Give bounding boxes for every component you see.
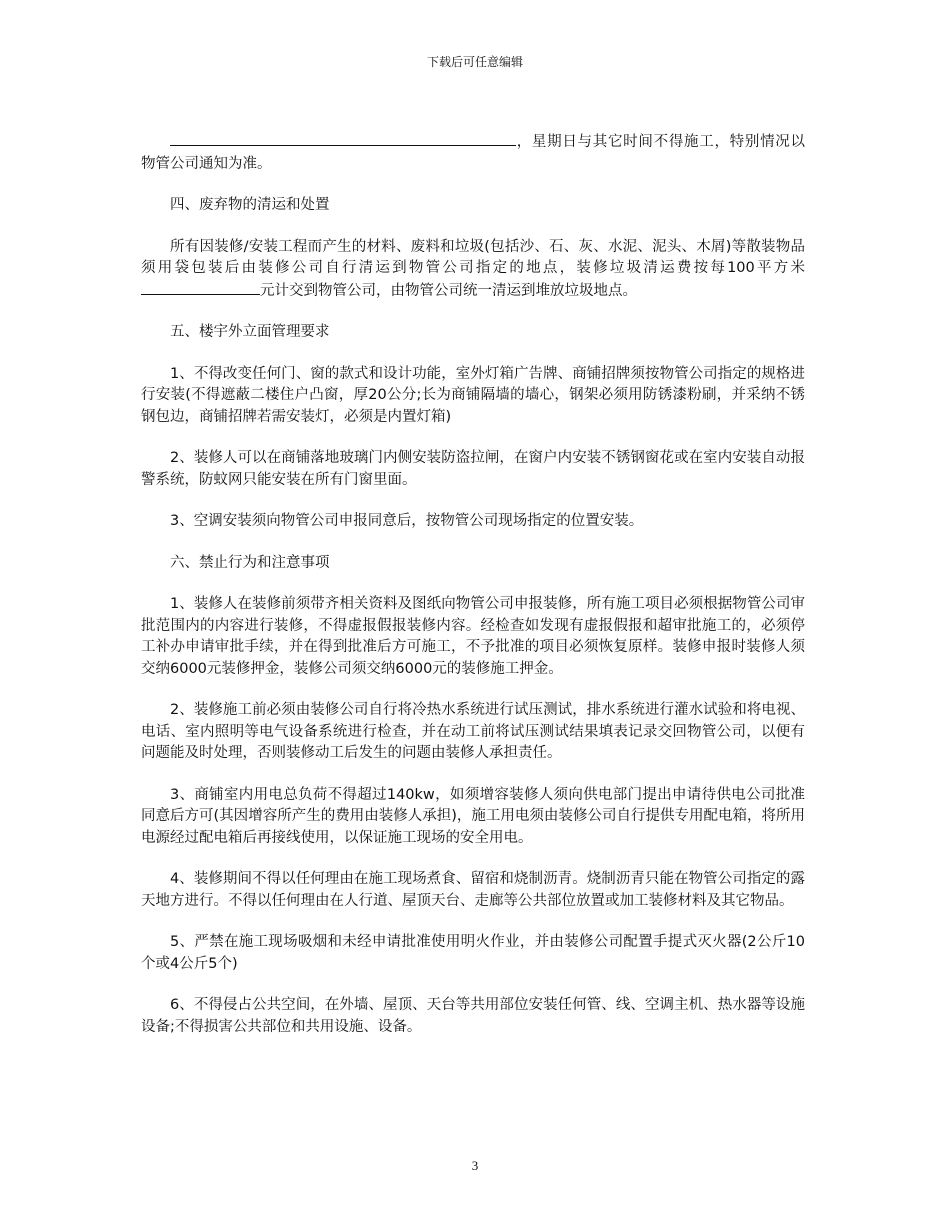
paragraph-text: 所有因装修/安装工程而产生的材料、废料和垃圾(包括沙、石、灰、水泥、泥头、木屑)等散装物品须用袋包装后由装修公司自行清运到物管公司指定的地点，装修垃圾清运费按每100平方米 (141, 238, 805, 276)
paragraph-facade-3: 3、空调安装须向物管公司申报同意后，按物管公司现场指定的位置安装。 (170, 513, 644, 529)
section-heading-prohibitions: 六、禁止行为和注意事项 (170, 554, 330, 571)
fill-in-blank (170, 131, 516, 146)
paragraph-waste-disposal (141, 237, 805, 303)
page-number: 3 (471, 1158, 479, 1173)
paragraph-prohibition-2: 2、装修施工前必须由装修公司自行将冷热水系统进行试压测试，排水系统进行灌水试验和将电视、电话、室内照明等电气设备系统进行检查，并在动工前将试压测试结果填表记录交回物管公司，以便有问题能及时处理，否则装修动工后发生的问题由装修人承担责任。 (141, 702, 805, 761)
paragraph-prohibition-3: 3、商铺室内用电总负荷不得超过140kw，如须增容装修人须向供电部门提出申请待供电公司批准同意后方可(其因增容所产生的费用由装修人承担)，施工用电须由装修公司自行提供专用配电箱，将所用电源经过配电箱后再接线使用，以保证施工现场的安全用电。 (141, 786, 805, 846)
section-heading-facade: 五、楼宇外立面管理要求 (170, 324, 330, 340)
paragraph-time-restriction (141, 131, 805, 175)
paragraph-prohibition-4: 4、装修期间不得以任何理由在施工现场煮食、留宿和烧制沥青。烧制沥青只能在物管公司指定的露天地方进行。不得以任何理由在人行道、屋顶天台、走廊等公共部位放置或加工装修材料及其它物品。 (141, 871, 805, 909)
paragraph-prohibition-5: 5、严禁在施工现场吸烟和未经申请批准使用明火作业，并由装修公司配置手提式灭火器(2公斤10个或4公斤5个) (141, 934, 805, 972)
paragraph-facade-2: 2、装修人可以在商铺落地玻璃门内侧安装防盗拉闸，在窗户内安装不锈钢窗花或在室内安装自动报警系统，防蚊网只能安装在所有门窗里面。 (141, 450, 805, 488)
page-header: 下载后可任意编辑 (426, 55, 523, 69)
paragraph-text: ，星期日与其它时间不得施工，特别情况以物管公司通知为准。 (141, 134, 805, 172)
fill-in-blank (141, 280, 260, 295)
section-heading-waste: 四、废弃物的清运和处置 (170, 197, 330, 213)
paragraph-text: 元计交到物管公司，由物管公司统一清运到堆放垃圾地点。 (260, 282, 637, 299)
paragraph-facade-1: 1、不得改变任何门、窗的款式和设计功能，室外灯箱广告牌、商铺招牌须按物管公司指定的规格进行安装(不得遮蔽二楼住户凸窗，厚20公分;长为商铺隔墙的墙心，钢架必须用防锈漆粉刷，并采纳不锈钢包边，商铺招牌若需安装灯，必须是内置灯箱) (141, 365, 805, 425)
document-body (141, 131, 805, 1058)
paragraph-prohibition-6: 6、不得侵占公共空间，在外墙、屋顶、天台等共用部位安装任何管、线、空调主机、热水器等设施设备;不得损害公共部位和共用设施、设备。 (141, 997, 805, 1035)
paragraph-prohibition-1: 1、装修人在装修前须带齐相关资料及图纸向物管公司申报装修，所有施工项目必须根据物管公司审批范围内的内容进行装修，不得虚报假报装修内容。经检查如发现有虚报假报和超审批施工的，必须停工补办申请审批手续，并在得到批准后方可施工，不予批准的项目必须恢复原样。装修申报时装修人须交纳6000元装修押金，装修公司须交纳6000元的装修施工押金。 (141, 596, 805, 677)
